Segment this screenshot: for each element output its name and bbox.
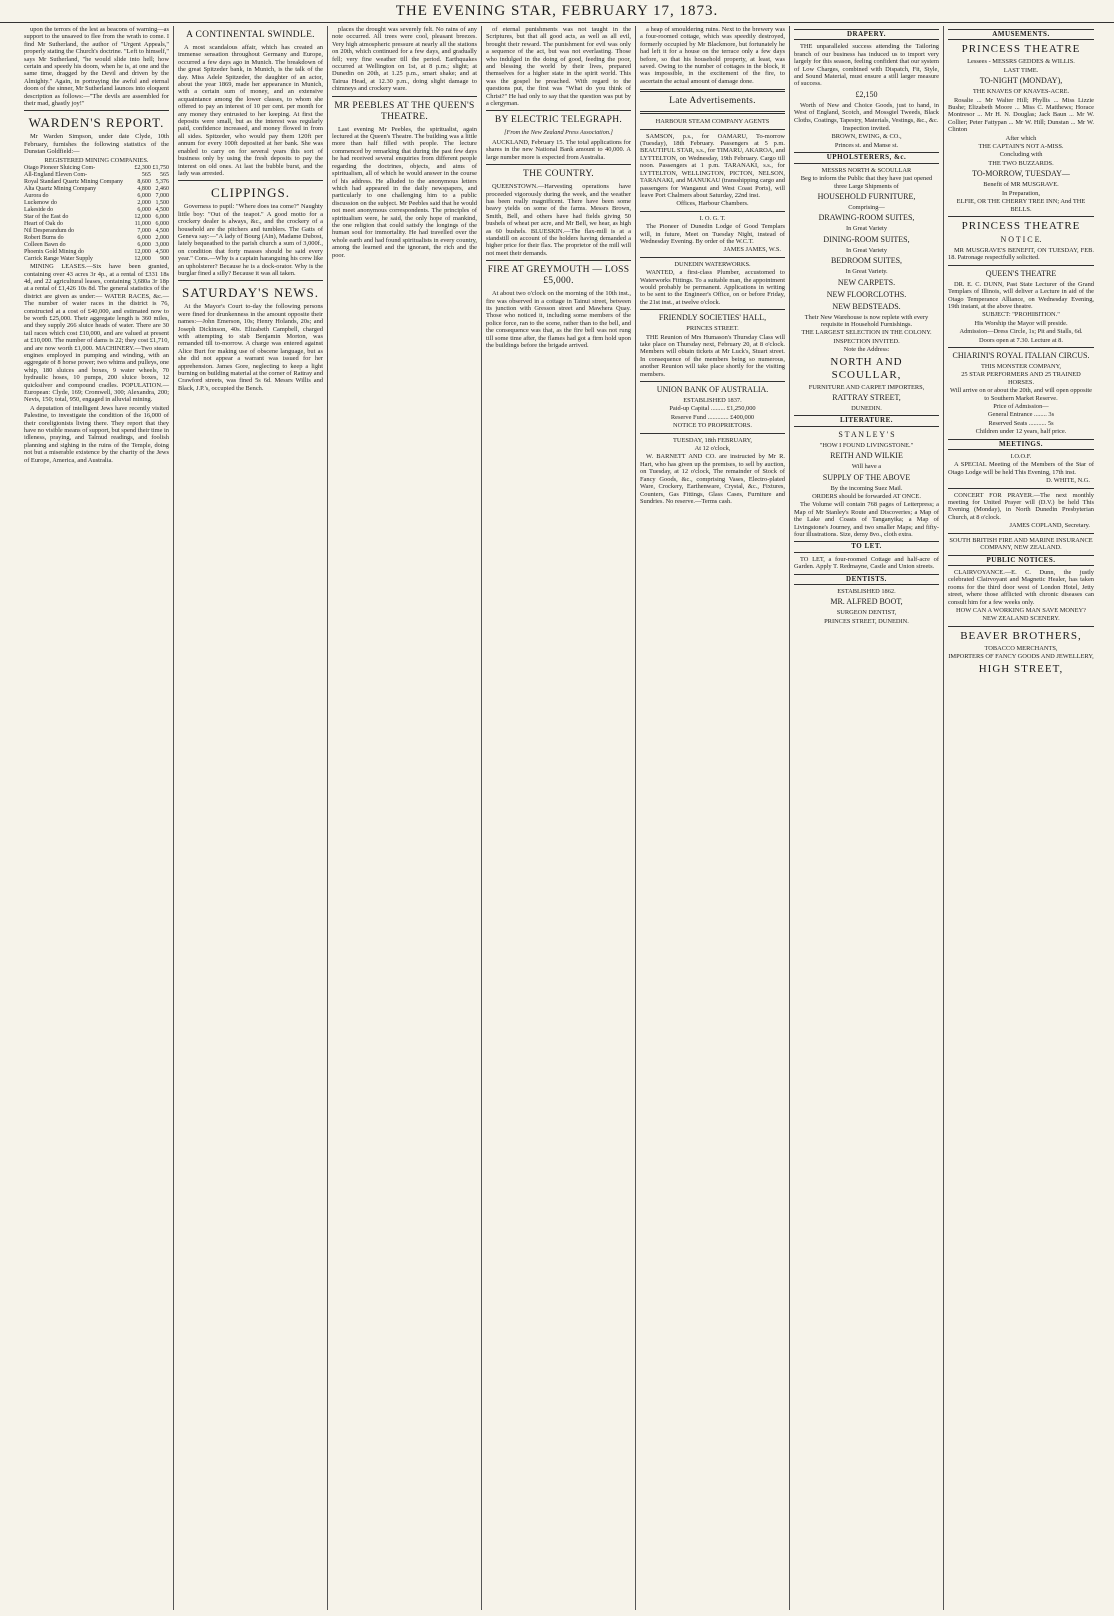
table-cell: 2,000	[137, 200, 151, 207]
signature: D. WHITE, N.G.	[1046, 477, 1090, 485]
section-heading: Late Advertisements.	[669, 96, 756, 107]
section-label: TO LET.	[794, 541, 939, 552]
table-cell: 2,000	[155, 235, 169, 242]
ad-heading: TO-NIGHT (MONDAY),	[979, 76, 1063, 86]
ad-text: Worth of New and Choice Goods, just to hand, in West of England, Scotch, and Mossgiel Tweeds, Black Cloths, Coatings, Tapestry, Materials, Vestings, &c., &c.	[794, 101, 939, 124]
ad-text: A SPECIAL Meeting of the Members of the Star of Otago Lodge will be held This Evening, 17th inst.	[948, 461, 1094, 476]
section-subheading: [From the New Zealand Press Association.]	[504, 129, 613, 137]
ad-subheading: PRINCES STREET.	[686, 325, 739, 333]
divider	[486, 110, 631, 111]
table-cell: Lakeside do	[24, 207, 54, 214]
ad-heading: FRIENDLY SOCIETIES' HALL,	[658, 313, 767, 323]
ad-text: The Volume will contain 768 pages of Letterpress; a Map of Mr Stanley's Route and Discoveries; a Map of the Lake and Coasts of Tanganyika; a Map of Livingstone's Journey, and two smaller Maps; and fifty-four illustrations. Size, demy 8vo., cloth extra.	[794, 501, 939, 539]
ad-text: W. BARNETT AND CO. are instructed by Mr R. Hart, who has given up the premises, to sell by auction, on Tuesday, at 12 o'clock, The remainder of Stock of Fancy Goods, &c., comprising Vases, Electro-plated Ware, Crockery, Earthenware, Crystal, &c., Fixtures, Counters, Gas Fittings, Glass Cases, Furniture and Sundries. No reserve.—Terms cash.	[640, 453, 785, 505]
ad-heading: SOUTH BRITISH FIRE AND MARINE INSURANCE COMPANY, NEW ZEALAND.	[949, 536, 1093, 552]
table-row	[24, 242, 169, 249]
table-cell: Phoenix Gold Mining do	[24, 249, 84, 256]
ad-heading: THE LARGEST SELECTION IN THE COLONY.	[801, 329, 932, 337]
ad-text: SAMSON, p.s., for OAMARU, To-morrow (Tuesday), 18th February. Passengers at 5 p.m. BEAUTIFUL STAR, s.s., for TIMARU, AKAROA, and LYTTELTON, on Wednesday, 19th February. Cargo till noon. Passengers at 1 p.m. TARANAKI, s.s., for LYTTELTON, WELLINGTON, PICTON, NELSON, TARANAKI, and MANUKAU (transshipping cargo and passengers for Wanganui and West Coast Ports), will leave Port Chalmers about Saturday, 22nd inst.	[640, 132, 785, 199]
ad-line: Admission—Dress Circle, 1s; Pit and Stalls, 6d.	[959, 328, 1083, 336]
ad-line: ESTABLISHED 1862.	[837, 588, 896, 596]
ad-line: Inspection invited.	[842, 125, 891, 133]
table-caption: REGISTERED MINING COMPANIES.	[44, 156, 149, 164]
section-heading: CLIPPINGS.	[211, 185, 290, 201]
article-text: A most scandalous affair, which has created an immense sensation throughout Germany and Europe, occurred a few days ago in Munich. The breakdown of the great Spitzeder bank, in Munich, is the talk of the day. Miss Adele Spitzeder, the daughter of an actor, about the year 1869, made her appearance in Munich, with a certain sum of money, and an extensive acquaintance among the lower classes, to whom she offered to pay an interest of 10 per cent. per month for any money they entrusted to her keeping. At first the deposits were small, but as the interest was regularly paid, confidence increased, and money flowed in from all sides. Spitzeder, who would pay them 120ft per annum for every 100ft deposited at her bank. She was enabled to carry on for several years this sort of business only by using the fresh deposits to pay the interest on old ones. At last the bubble burst, and the lady was arrested.	[178, 44, 323, 177]
ad-heading: TUESDAY, 18th FEBRUARY,	[672, 436, 753, 444]
section-heading: A CONTINENTAL SWINDLE.	[186, 30, 315, 40]
ad-text: DR. E. C. DUNN, Past State Lecturer of the Grand Templars of Illinois, will deliver a Lecture in aid of the Otago Temperance Alliance, on Wednesday Evening, 19th instant, at the above theatre.	[948, 280, 1094, 310]
divider	[640, 257, 785, 258]
ad-heading: NEW ZEALAND SCENERY.	[982, 615, 1060, 623]
divider	[178, 180, 323, 181]
ad-heading: NEW CARPETS.	[837, 277, 896, 287]
ad-line: Will have a	[851, 463, 882, 471]
ad-heading: BEAVER BROTHERS,	[960, 629, 1082, 642]
section-label: LITERATURE.	[794, 415, 939, 426]
section-heading: FIRE AT GREYMOUTH — LOSS £5,000.	[487, 265, 630, 287]
divider	[640, 89, 785, 92]
column-1	[20, 26, 174, 1610]
section-heading: MR PEEBLES AT THE QUEEN'S THEATRE.	[334, 100, 475, 122]
article-text: Mr Warden Simpson, under date Clyde, 10th February, furnishes the following statistics of the Dunstan Goldfield:—	[24, 133, 169, 156]
table-row	[24, 235, 169, 242]
ad-line: Reserved Seats ........... 5s	[988, 419, 1054, 427]
table-cell: Aurora do	[24, 193, 49, 200]
table-cell: 7,000	[155, 193, 169, 200]
mining-table	[24, 165, 169, 263]
article-text: places the drought was severely felt. No rains of any note occurred. All trees were cool, pleasant breezes. Very high atmospheric pressure at nearly all the stations on 20th, which continued for a few days, and gradually fell; very fine weather till the period. Earthquakes occurred at Wellington on 1st, at 8 p.m.; slight; at Dunedin on 20th, at 1.25 p.m., smart shake; and at Tairua Head, at 12.30 p.m., doing slight damage to chimneys and crockery ware.	[332, 26, 477, 93]
table-cell: All-England Eleven Com-	[24, 172, 87, 179]
column-3	[328, 26, 482, 1610]
column-2	[174, 26, 328, 1610]
table-cell: 2,460	[155, 186, 169, 193]
ad-line: TOBACCO MERCHANTS,	[984, 644, 1058, 652]
ad-line: THIS MONSTER COMPANY,	[980, 362, 1062, 370]
section-heading: THE COUNTRY.	[523, 169, 594, 180]
ad-line: After which	[1005, 134, 1037, 142]
ad-text: THE unparalleled success attending the Tailoring branch of our business has induced us to import very largely for this season, feeling confident that our system of Low Charges, combined with Dispatch, Fit, Style, and Sound Material, must ensure a still larger measure of success.	[794, 43, 939, 88]
article-text: of eternal punishments was not taught in the Scriptures, but that all good acts, as well as all evil, brought their reward. The punishment for evil was only a sequence of the act, but was not everlasting. Those who indulged in the doing of good, feeding the poor, and blessing the world by their lives, prepared themselves for a higher state in the spirit world. This was the gospel he preached. With regard to the questions put, the first was "What do you think of Christ?" He had only to say that the question was put by a clergyman.	[486, 26, 631, 108]
ad-heading: TO-MORROW, TUESDAY—	[972, 169, 1070, 179]
ad-line: Comprising—	[848, 203, 885, 211]
ad-heading: HOUSEHOLD FURNITURE,	[817, 191, 916, 201]
ad-heading: DINING-ROOM SUITES,	[823, 234, 910, 244]
ad-heading: INSPECTION INVITED.	[833, 337, 900, 345]
ad-line: Concluding with	[999, 151, 1043, 159]
table-cell: 6,000	[137, 242, 151, 249]
ad-subheading: ESTABLISHED 1837.	[683, 397, 742, 405]
divider	[640, 309, 785, 310]
divider	[640, 433, 785, 434]
table-row	[24, 221, 169, 228]
columns	[20, 26, 1104, 1610]
table-cell: 8,600	[137, 179, 151, 186]
table-cell: Carrick Range Water Supply	[24, 256, 93, 263]
table-cell: 12,000	[134, 214, 151, 221]
table-cell: 900	[160, 256, 169, 263]
article-text: Last evening Mr Peebles, the spiritualist, again lectured at the Queen's Theatre. The building was a little more than half filled with people. The lecture commenced by remarking that during the past few days he had received several enquiries from different people regarding the doctrines, objects, and aims of spiritualism, all of which he would answer in the course of his address. He alluded to the anonymous letters which had appeared in the daily newspapers, and particularly to one challenging him to a public discussion on the subject. Mr Peebles said that he would not meet anonymous correspondents. The principles of spiritualism were, he said, the only hope of mankind, the one religion that could satisfy the longings of the human soul for immortality. He had travelled over the whole earth and had found spiritualists in every country, among the learned and the ignorant, the rich and the poor.	[332, 125, 477, 259]
ad-heading: UNION BANK OF AUSTRALIA.	[656, 385, 769, 395]
column-5	[636, 26, 790, 1610]
table-cell: 12,000	[134, 256, 151, 263]
ad-line: Note the Address:	[843, 346, 890, 354]
table-cell: 11,000	[134, 221, 151, 228]
section-label: PUBLIC NOTICES.	[948, 555, 1094, 566]
ad-heading: IMPORTERS OF FANCY GOODS AND JEWELLERY,	[948, 653, 1094, 661]
ad-heading: PRINCESS THEATRE	[961, 219, 1081, 232]
column-4	[482, 26, 636, 1610]
section-label: DENTISTS.	[794, 574, 939, 585]
ad-heading: DUNEDIN WATERWORKS.	[674, 260, 751, 268]
ad-heading: CHIARINI'S ROYAL ITALIAN CIRCUS.	[952, 350, 1090, 360]
ad-heading: DRAWING-ROOM SUITES,	[818, 213, 915, 223]
divider	[178, 280, 323, 281]
section-heading: BY ELECTRIC TELEGRAPH.	[494, 115, 623, 126]
section-label: DRAPERY.	[794, 29, 939, 40]
ad-heading: N O T I C E.	[1000, 234, 1042, 244]
divider	[640, 111, 785, 114]
table-row	[24, 179, 169, 186]
ad-heading: "HOW I FOUND LIVINGSTONE."	[819, 441, 914, 449]
ad-heading: THE TWO BUZZARDS.	[988, 159, 1054, 167]
ad-subheading: At 12 o'clock,	[694, 445, 731, 453]
ad-heading: I.O.O.F.	[1010, 453, 1032, 461]
ad-amount: £2,150	[855, 89, 878, 99]
divider	[948, 533, 1094, 534]
ad-heading: NEW BEDSTEADS.	[832, 301, 901, 311]
table-cell: Nil Desperandum do	[24, 228, 74, 235]
ad-text: MR MUSGRAVE'S BENEFIT, ON TUESDAY, FEB. 18. Patronage respectfully solicited.	[948, 246, 1094, 262]
ad-line: DUNEDIN.	[851, 404, 882, 412]
divider	[640, 381, 785, 382]
table-row	[24, 165, 169, 172]
table-cell: 6,000	[155, 214, 169, 221]
article-text: QUEENSTOWN.—Harvesting operations have proceeded vigorously during the week, and the weather has been really magnificent. There have been some heavy yields on some of the farms. Messrs Brown, Smith, Bell, and others have had fields giving 50 bushels of wheat per acre, and Mr Bell, we hear, as high as 60 bushels. BLUESKIN.—The flax-mill is at a standstill on account of the holders having demanded a higher price for their flax. The proprietor of the mill will not meet their demands.	[486, 183, 631, 257]
table-cell: Royal Standard Quartz Mining Company	[24, 179, 123, 186]
ad-line: His Worship the Mayor will preside.	[974, 319, 1068, 327]
ad-heading: MR. ALFRED BOOT,	[830, 597, 903, 607]
article-text: AUCKLAND, February 15. The total applications for shares in the new National Bank amount to 40,000. A large number more is expected from Australia.	[486, 138, 631, 161]
table-cell: 12,000	[134, 249, 151, 256]
table-row	[24, 228, 169, 235]
section-label: UPHOLSTERERS, &c.	[794, 152, 939, 163]
ad-heading: PRINCESS THEATRE	[961, 43, 1081, 56]
ad-heading: RATTRAY STREET,	[832, 392, 901, 402]
table-cell: 4,500	[155, 249, 169, 256]
ad-text: Rosalie ... Mr Walter Hill; Phyllis ... Miss Lizzie Bushe; Elizabeth Moore ... Miss C. Matthews; Horace Montresor ... Mr H. N. Douglas; Jack Baun ... Mr W. Collier; Peter Fattypan ... Mr W. Hill; Dunstan ... Mr W. Clinton	[948, 96, 1094, 134]
table-cell: 3,000	[155, 242, 169, 249]
ad-heading: THE KNAVES OF KNAVES-ACRE.	[972, 88, 1070, 96]
ad-heading: MESSRS NORTH & SCOULLAR	[821, 166, 912, 174]
ad-line: Beg to inform the Public that they have just opened three Large Shipments of	[800, 175, 933, 190]
ad-text: THE Reunion of Mrs Humason's Thursday Class will take place on Thursday next, February 20, at 8 o'clock. Members will obtain tickets at Mr Luck's, Stuart street. In consequence of the members being so numerous, another Reunion will take place shortly for the visiting members.	[640, 333, 785, 378]
table-cell: 4,500	[155, 207, 169, 214]
table-cell: Colleen Bawn do	[24, 242, 66, 249]
article-text: At the Mayor's Court to-day the following persons were fined for drunkenness in the amount opposite their names:—John Emerson, 10s; Henry Holands, 20s; and Joseph Dickinson, 40s. Elizabeth Campbell, charged with attempting to stab Benjamin Morton, was remanded till to-morrow. A charge was entered against Alice Burt for making use of obscene language, but as she did not appear a warrant was issued for her apprehension. James Gore, neglecting to keep a light burning on building material at the corner of Rattray and Crawford streets, was fined 5s 6d. Messrs Willis and Black, J.P.'s, occupied the Bench.	[178, 303, 323, 392]
ad-line: SURGEON DENTIST,	[836, 609, 897, 617]
ad-line: Children under 12 years, half price.	[975, 428, 1067, 436]
ad-heading: I. O. G. T.	[699, 214, 726, 222]
ad-line: In Great Variety	[845, 246, 888, 254]
section-heading: WARDEN'S REPORT.	[28, 115, 165, 131]
table-cell: 6,000	[137, 207, 151, 214]
divider	[332, 96, 477, 97]
table-cell: 565	[141, 172, 151, 179]
column-7	[944, 26, 1098, 1610]
ad-line: PRINCES STREET, DUNEDIN.	[824, 617, 909, 625]
signature: JAMES COPLAND, Secretary.	[1009, 522, 1090, 530]
ad-line: BROWN, EWING, & CO.,	[831, 133, 902, 141]
divider	[640, 211, 785, 212]
article-text: At about two o'clock on the morning of the 10th inst., fire was observed in a cottage in Tainui street, between its junction with Gresson street and Mawhera Quay. Those who noticed it, including some members of the police force, ran to the scene, rather than to the bell, and the consequence was that, as the fire bell was not rung till some time after, the flames had got a firm hold upon the buildings before the brigade arrived.	[486, 290, 631, 349]
divider	[948, 347, 1094, 348]
ad-line: Doors open at 7.30. Lecture at 8.	[979, 336, 1063, 344]
table-cell: Star of the East do	[24, 214, 69, 221]
table-cell: Robert Burns do	[24, 235, 64, 242]
divider	[486, 260, 631, 261]
ad-text: TO LET, a four-roomed Cottage and half-acre of Garden. Apply T. Redmayne, Castle and Union streets.	[794, 555, 939, 571]
ad-line: Princes st. and Manse st.	[834, 141, 899, 149]
ad-heading: NOTICE TO PROPRIETORS.	[672, 422, 752, 430]
ad-heading: HOW CAN A WORKING MAN SAVE MONEY?	[956, 606, 1086, 614]
ad-line: LAST TIME.	[1003, 66, 1039, 74]
article-text: upon the terrors of the lest as beacons of warning—as support to the unsaved to flee from the wrath to come. I find Mr Sutherland, the author of "Urgent Appeals," properly stating the Church's doctrine. "Left to himself," says Mr Sutherland, "he would slide into hell; how certain and speedy his doom, when he is, at one and the same time, dragged by the Devil and driven by the Almighty." Again, in portraying the awful and eternal doom of the sinner, Mr Sutherland launces into eloquent description as follows:—"The devils are assembled for their mad, ghastly joy!"	[24, 26, 169, 108]
table-cell: £1,750	[152, 165, 169, 172]
ad-line: Will arrive on or about the 20th, and will open opposite to Southern Market Reserve.	[950, 387, 1092, 402]
table-cell: Alta Quartz Mining Company	[24, 186, 97, 193]
table-cell: 6,000	[137, 193, 151, 200]
ad-line: In Great Variety.	[845, 268, 888, 276]
ad-heading: NEW FLOORCLOTHS.	[826, 289, 907, 299]
ad-heading: THE CAPTAIN'S NOT A-MISS.	[978, 143, 1064, 151]
table-cell: Otago Pioneer Sluicing Com-	[24, 165, 96, 172]
table-cell: Luckenow do	[24, 200, 57, 207]
ad-heading: ELFIE, OR THE CHERRY TREE INN; And THE BELLS.	[956, 198, 1086, 213]
table-row	[24, 200, 169, 207]
ad-heading: NORTH AND SCOULLAR,	[830, 355, 903, 381]
ad-line: Benefit of MR MUSGRAVE.	[983, 181, 1059, 189]
masthead: THE EVENING STAR, FEBRUARY 17, 1873.	[0, 0, 1114, 23]
divider	[948, 265, 1094, 266]
ad-line: General Entrance ........ 3s	[987, 411, 1055, 419]
table-row	[24, 193, 169, 200]
table-cell: Heart of Oak do	[24, 221, 63, 228]
ad-line: Their New Warehouse is now replete with every requisite in Household Furnishings.	[804, 313, 929, 328]
divider	[948, 626, 1094, 627]
article-text: MINING LEASES.—Six have been granted, containing over 43 acres 3r 4p., at a rental of £331 18s 4d, and 22 agricultural leases, containing 3,680a 3r 18p at a rental of £1,426 10s 8d. The general statistics of the district are given as under:— WATER RACES, &c.—The number of water races in the district is 76, constructed at a cost of £40,000, and estimated now to be worth £25,000. Their aggregate length is 360 miles, and they supply 266 sluice heads of water. There are 30 tail races which cost £10,000, and are valued at present at £10,000. The number of dams is 22; they cost £1,710, and are now worth £1,000. MACHINERY.—Two steam engines employed in pumping and winding, with an aggregate of 8 horse power; two whims and pulleys, one whip, 180 sluices and boxes, 9 water wheels, 70 hydraulic hoses, 10 pumps, 200 sluice boxes, 12 quicksilver and compound cradles. POPULATION.—European: Clyde, 169; Cromwell, 300; Alexandra, 200; Nevis, 150; total, 950, engaged in alluvial mining.	[24, 263, 169, 404]
column-6	[790, 26, 944, 1610]
divider	[640, 129, 785, 130]
table-cell: 1,500	[155, 200, 169, 207]
signature: JAMES JAMES, W.S.	[723, 246, 781, 254]
article-text: a heap of smouldering ruins. Next to the brewery was a four-roomed cottage, which was speedily destroyed, formerly occupied by Mr Blackmore, but fortunately he had left it for a house on the terrace only a few days before, so that his household property, at least, was saved. Owing to the number of cottages in the block, it was impossible, in the excitement of the fire, to ascertain the actual amount of damage done.	[640, 26, 785, 85]
table-cell: 4,500	[155, 228, 169, 235]
ad-text: CLAIRVOYANCE.—E. C. Dunn, the justly celebrated Clairvoyant and Magnetic Healer, has taken rooms for the third door west of London Hotel, Jetty street, where those afflicted with chronic diseases can consult him for a few weeks only.	[948, 568, 1094, 606]
article-text: A deputation of intelligent Jews have recently visited Palestine, to investigate the condition of the 16,000 of their coreligionists living there. They report that they have no visible means of support, but spend their time in idleness, praying, and Talmud readings, and foolish planning and sighing in the ruins of the Temple, doing not but a miserable existence by the charity of the Jews of Europe, America, and Australia.	[24, 404, 170, 464]
ad-heading: QUEEN'S THEATRE	[985, 268, 1057, 278]
ad-line: Paid-up Capital ......... £1,250,000	[669, 405, 756, 413]
ad-line: SUBJECT: "PROHIBITION."	[982, 311, 1060, 319]
ad-heading: BEDROOM SUITES,	[830, 256, 903, 266]
article-text: Governess to pupil: "Where does tea come?" Naughty little boy: "Out of the teapot." A good motto for a crockery dealer is always, &c., and the crockery of a household are the pitchers and tumblers. The Gatts of Geneva say:—"A lady of Bourg (Ain), Madame Dubost, lately bequeathed to the parish church a sum of 3,000f., on condition that forty masses should be said every year." Cons.—Why is a captain haranguing his crew like an upholsterer? Because he is a dock-orator. Why is the burglar fined a silly? Because it was all taken.	[178, 203, 323, 277]
ad-heading: SUPPLY OF THE ABOVE	[822, 472, 911, 482]
table-cell: £2,300	[134, 165, 151, 172]
ad-line: By the incoming Suez Mail.	[830, 484, 903, 492]
section-label: MEETINGS.	[948, 439, 1094, 450]
table-row	[24, 172, 169, 179]
ad-heading: 25 STAR PERFORMERS AND 25 TRAINED HORSES.	[961, 371, 1081, 386]
table-cell: 4,800	[137, 186, 151, 193]
section-label: AMUSEMENTS.	[948, 29, 1094, 40]
ad-subheading: FURNITURE AND CARPET IMPORTERS,	[808, 383, 925, 391]
table-cell: 5,376	[155, 179, 169, 186]
ad-heading: HIGH STREET,	[978, 662, 1064, 675]
section-heading: SATURDAY'S NEWS.	[181, 285, 320, 301]
ad-line: Reserve Fund ............. £400,000	[670, 413, 755, 421]
table-row	[24, 249, 169, 256]
table-row	[24, 256, 169, 263]
ad-heading: HARBOUR STEAM COMPANY AGENTS	[655, 118, 770, 126]
divider	[24, 110, 169, 111]
ad-line: Lessees - MESSRS GEDDES & WILLIS.	[967, 58, 1075, 66]
ad-line: Price of Admission—	[993, 403, 1049, 410]
table-cell: 7,000	[137, 228, 151, 235]
ad-text: The Pioneer of Dunedin Lodge of Good Templars will, in future, Meet on Tuesday Night, instead of Wednesday Evening. By order of the W.C.T.	[640, 223, 785, 245]
table-cell: 6,000	[137, 235, 151, 242]
ad-line: ORDERS should be forwarded AT ONCE.	[812, 493, 921, 500]
ad-heading: S T A N L E Y ' S	[838, 429, 895, 439]
ad-line: In Great Variety	[845, 225, 888, 233]
divider	[948, 488, 1094, 489]
ad-heading: REITH AND WILKIE	[830, 451, 903, 461]
table-row	[24, 186, 169, 193]
divider	[948, 216, 1094, 217]
table-cell: 565	[160, 172, 169, 179]
ad-text: WANTED, a first-class Plumber, accustomed to Waterworks Fittings. To a suitable man, the appointment would probably be permanent. Applications in writing to be sent to the Engineer's Office, on or before Friday, the 21st inst., at twelve o'clock.	[640, 269, 785, 306]
table-cell: 6,000	[155, 221, 169, 228]
divider	[486, 164, 631, 165]
ad-line: Offices, Harbour Chambers.	[676, 200, 749, 208]
ad-text: CONCERT FOR PRAYER.—The next monthly meeting for United Prayer will (D.V.) be held This Evening (Monday), in North Dunedin Presbyterian Church, at 8 o'clock.	[948, 491, 1094, 521]
ad-line: In Preparation,	[1002, 189, 1040, 197]
